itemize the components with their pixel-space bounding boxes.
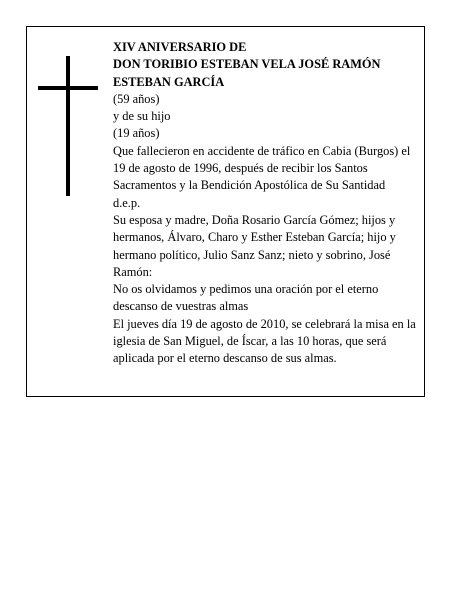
- father-age: (59 años): [113, 91, 160, 106]
- prayer-request: No os olvidamos y pedimos una oración por el eterno descanso de vuestras almas: [113, 282, 379, 314]
- and-son-line: y de su hijo: [113, 109, 171, 124]
- son-age: (19 años): [113, 126, 160, 141]
- rest-in-peace: d.e.p.: [113, 195, 141, 210]
- deceased-names: DON TORIBIO ESTEBAN VELA JOSÉ RAMÓN ESTEBAN GARCÍA: [113, 57, 381, 89]
- cross-horizontal-bar: [38, 86, 98, 90]
- family-members: Su esposa y madre, Doña Rosario García Gómez; hijos y hermanos, Álvaro, Charo y Esther Esteban García; hijo y hermano político, Julio Sanz Sanz; nieto y sobrino, José Ramón:: [113, 212, 396, 279]
- mass-announcement: El jueves día 19 de agosto de 2010, se celebrará la misa en la iglesia de San Miguel, de Íscar, a las 10 horas, que será aplicada por el eterno descanso de sus almas.: [113, 316, 416, 366]
- cross-icon: [38, 56, 98, 196]
- death-circumstances: Que fallecieron en accidente de tráfico en Cabia (Burgos) el 19 de agosto de 1996, después de recibir los Santos Sacramentos y la Bendición Apostólica de Su Santidad: [113, 143, 411, 193]
- cross-vertical-bar: [66, 56, 70, 196]
- anniversary-heading: XIV ANIVERSARIO DE: [113, 40, 247, 54]
- obituary-text: [113, 39, 423, 368]
